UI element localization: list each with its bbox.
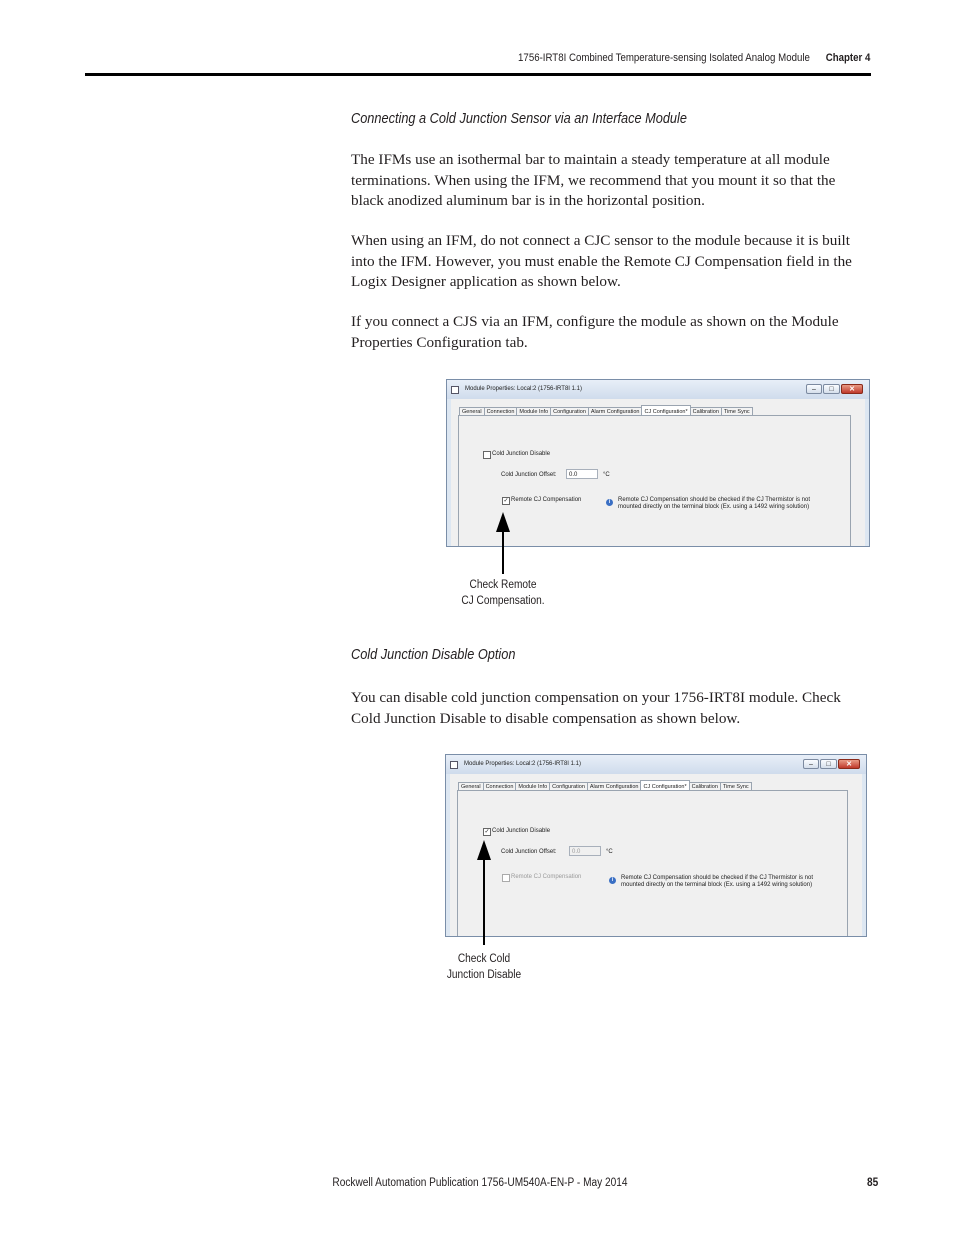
cold-junction-offset-input[interactable]: 0.0 (569, 846, 601, 856)
info-note: Remote CJ Compensation should be checked if the CJ Thermistor is not mounted directly on the terminal block (Ex. using a 1492 wiring solution) (618, 497, 810, 510)
cold-junction-offset-label: Cold Junction Offset: (501, 849, 557, 855)
window-icon (451, 386, 459, 394)
tab-general[interactable]: General (458, 782, 484, 791)
running-header (518, 52, 870, 64)
close-button[interactable]: ✕ (841, 384, 863, 394)
page-number: 85 (866, 1177, 879, 1189)
callout-arrow-line (502, 530, 504, 574)
header-rule (85, 73, 871, 76)
tab-alarm-configuration[interactable]: Alarm Configuration (588, 407, 643, 416)
tab-configuration[interactable]: Configuration (549, 782, 588, 791)
dialog-body (450, 774, 862, 936)
paragraph: You can disable cold junction compensation on your 1756-IRT8I module. Check Cold Junction Disable to disable compensation as shown below. (351, 689, 841, 727)
tab-alarm-configuration[interactable]: Alarm Configuration (587, 782, 642, 791)
remote-cj-compensation-label: Remote CJ Compensation (511, 874, 582, 880)
maximize-button[interactable]: □ (823, 384, 840, 394)
tab-cj-configuration[interactable]: CJ Configuration* (640, 780, 689, 791)
paragraph: When using an IFM, do not connect a CJC sensor to the module because it is built into the IFM. However, you must enable the Remote CJ Compensation field in the Logix Designer application as shown below. (351, 232, 852, 290)
tab-calibration[interactable]: Calibration (689, 782, 721, 791)
title-bar (447, 380, 869, 399)
callout-arrow-head (496, 512, 510, 532)
tab-panel (458, 415, 851, 547)
minimize-button[interactable]: – (806, 384, 822, 394)
info-icon: i (609, 877, 616, 884)
callout-arrow-head (477, 840, 491, 860)
cold-junction-offset-label: Cold Junction Offset: (501, 472, 557, 478)
callout-arrow-line (483, 856, 485, 945)
close-button[interactable]: ✕ (838, 759, 860, 769)
tab-time-sync[interactable]: Time Sync (720, 782, 752, 791)
window-title: Module Properties: Local:2 (1756-IRT8I 1.1) (464, 761, 581, 767)
header-title: 1756-IRT8I Combined Temperature-sensing Isolated Analog Module (517, 52, 810, 64)
tab-module-info[interactable]: Module Info (516, 407, 551, 416)
footer-publication: Rockwell Automation Publication 1756-UM540A-EN-P - May 2014 (332, 1177, 628, 1189)
tab-time-sync[interactable]: Time Sync (721, 407, 753, 416)
chapter-label: Chapter 4 (825, 52, 870, 64)
info-icon: i (606, 499, 613, 506)
paragraph: If you connect a CJS via an IFM, configure the module as shown on the Module Properties Configuration tab. (351, 313, 839, 351)
paragraph: The IFMs use an isothermal bar to maintain a steady temperature at all module terminations. When using the IFM, we recommend that you mount it so that the black anodized aluminum bar is in the horizontal position. (351, 151, 836, 209)
info-note: Remote CJ Compensation should be checked if the CJ Thermistor is not mounted directly on the terminal block (Ex. using a 1492 wiring solution) (621, 875, 813, 888)
section-heading-cold-junction-disable: Cold Junction Disable Option (351, 646, 516, 663)
tab-module-info[interactable]: Module Info (515, 782, 550, 791)
tab-calibration[interactable]: Calibration (690, 407, 722, 416)
section-heading-cold-junction-sensor: Connecting a Cold Junction Sensor via an Interface Module (351, 110, 687, 127)
tab-cj-configuration[interactable]: CJ Configuration* (641, 405, 690, 416)
offset-unit-label: °C (603, 472, 610, 478)
tab-panel (457, 790, 848, 937)
dialog-body (451, 399, 865, 546)
callout-caption-cold-junction-disable: Check Cold Junction Disable (446, 953, 522, 981)
remote-cj-compensation-label: Remote CJ Compensation (511, 497, 582, 503)
remote-cj-compensation-checkbox[interactable]: ✓ (503, 498, 509, 504)
window-icon (450, 761, 458, 769)
module-properties-dialog (445, 754, 867, 937)
tab-configuration[interactable]: Configuration (550, 407, 589, 416)
callout-caption-remote-cj: Check Remote CJ Compensation. (461, 579, 545, 607)
maximize-button[interactable]: □ (820, 759, 837, 769)
remote-cj-compensation-checkbox[interactable] (502, 874, 510, 882)
cold-junction-disable-checkbox[interactable] (483, 451, 491, 459)
tab-connection[interactable]: Connection (484, 407, 518, 416)
cold-junction-disable-checkbox[interactable]: ✓ (484, 829, 490, 835)
title-bar (446, 755, 866, 774)
minimize-button[interactable]: – (803, 759, 819, 769)
window-title: Module Properties: Local:2 (1756-IRT8I 1.1) (465, 386, 582, 392)
cold-junction-disable-label: Cold Junction Disable (492, 828, 551, 834)
cold-junction-offset-input[interactable]: 0.0 (566, 469, 598, 479)
tab-connection[interactable]: Connection (483, 782, 517, 791)
cold-junction-disable-label: Cold Junction Disable (492, 451, 551, 457)
offset-unit-label: °C (606, 849, 613, 855)
tab-general[interactable]: General (459, 407, 485, 416)
